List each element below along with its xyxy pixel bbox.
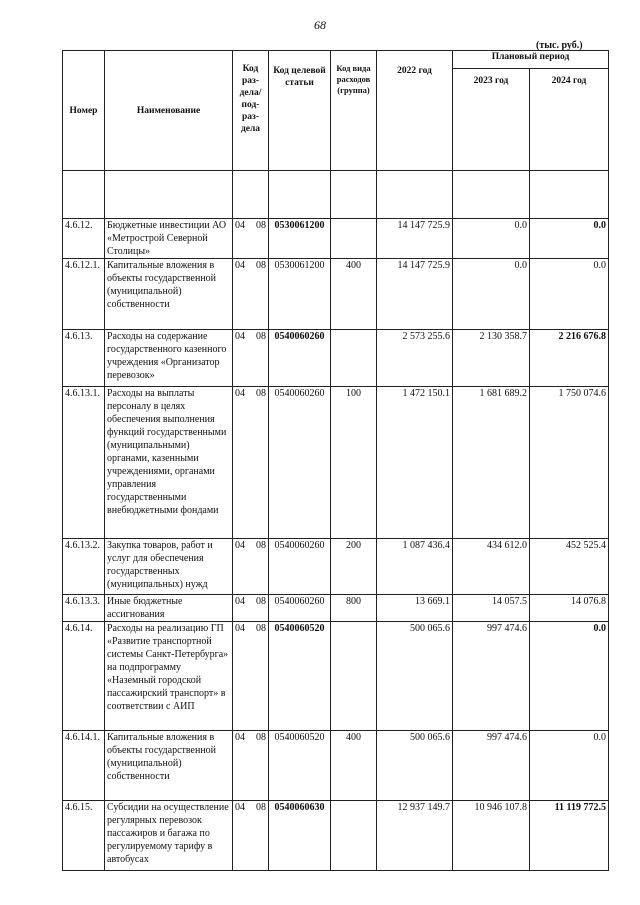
row-expense-type: 200 [331, 539, 377, 595]
row-value-2024: 2 216 676.8 [530, 330, 609, 387]
row-number: 4.6.15. [63, 801, 105, 871]
row-section [233, 595, 269, 622]
row-name: Закупка товаров, работ и услуг для обеспечения государственных (муниципальных) нужд [105, 539, 233, 595]
row-value-2024: 452 525.4 [530, 539, 609, 595]
row-value-2024: 0.0 [530, 219, 609, 259]
table-row [63, 330, 609, 387]
spacer-cell [105, 171, 233, 219]
row-section-code: 04 [235, 802, 245, 813]
row-section-code: 04 [235, 540, 245, 551]
row-number: 4.6.13.3. [63, 595, 105, 622]
spacer-cell [233, 171, 269, 219]
row-value-2023: 434 612.0 [453, 539, 530, 595]
row-number: 4.6.13.2. [63, 539, 105, 595]
row-value-2022: 14 147 725.9 [377, 259, 453, 330]
spacer-cell [530, 171, 609, 219]
row-value-2022: 12 937 149.7 [377, 801, 453, 871]
header-article-code: Код целевой статьи [269, 51, 331, 171]
row-section [233, 622, 269, 731]
row-value-2023: 997 474.6 [453, 622, 530, 731]
header-year-2023: 2023 год [453, 69, 530, 171]
row-section-code: 04 [235, 331, 245, 342]
row-article-code: 0530061200 [269, 259, 331, 330]
row-expense-type: 800 [331, 595, 377, 622]
row-subsection-code: 08 [256, 802, 266, 813]
header-name: Наименование [105, 51, 233, 171]
row-article-code: 0540060260 [269, 595, 331, 622]
row-section [233, 539, 269, 595]
row-expense-type [331, 330, 377, 387]
table-row [63, 731, 609, 801]
row-value-2023: 10 946 107.8 [453, 801, 530, 871]
row-section [233, 731, 269, 801]
row-expense-type: 400 [331, 731, 377, 801]
row-expense-type [331, 801, 377, 871]
row-number: 4.6.13.1. [63, 387, 105, 539]
row-section-code: 04 [235, 596, 245, 607]
row-value-2024: 0.0 [530, 259, 609, 330]
budget-table [62, 50, 609, 871]
row-name: Бюджетные инвестиции АО «Метрострой Северной Столицы» [105, 219, 233, 259]
header-year-2024: 2024 год [530, 69, 609, 171]
row-value-2022: 1 472 150.1 [377, 387, 453, 539]
table-row [63, 595, 609, 622]
row-subsection-code: 08 [256, 220, 266, 231]
row-article-code: 0540060260 [269, 387, 331, 539]
table-row [63, 387, 609, 539]
row-number: 4.6.12. [63, 219, 105, 259]
row-article-code: 0540060260 [269, 330, 331, 387]
row-section-code: 04 [235, 388, 245, 399]
table-row [63, 622, 609, 731]
row-article-code: 0540060520 [269, 731, 331, 801]
row-subsection-code: 08 [256, 596, 266, 607]
spacer-cell [377, 171, 453, 219]
row-value-2024: 0.0 [530, 731, 609, 801]
row-article-code: 0540060520 [269, 622, 331, 731]
row-expense-type [331, 219, 377, 259]
spacer-cell [453, 171, 530, 219]
spacer-cell [331, 171, 377, 219]
row-value-2022: 500 065.6 [377, 731, 453, 801]
header-number: Номер [63, 51, 105, 171]
table-row [63, 801, 609, 871]
row-value-2022: 13 669.1 [377, 595, 453, 622]
header-planning-period: Плановый период [453, 51, 609, 69]
row-value-2023: 14 057.5 [453, 595, 530, 622]
row-number: 4.6.14.1. [63, 731, 105, 801]
row-value-2022: 1 087 436.4 [377, 539, 453, 595]
row-name: Расходы на содержание государственного казенного учреждения «Организатор перевозок» [105, 330, 233, 387]
row-name: Субсидии на осуществление регулярных перевозок пассажиров и багажа по регулируемому тарифу в автобусах [105, 801, 233, 871]
row-value-2024: 14 076.8 [530, 595, 609, 622]
row-section [233, 330, 269, 387]
header-year-2022: 2022 год [377, 51, 453, 171]
row-section-code: 04 [235, 260, 245, 271]
row-section-code: 04 [235, 732, 245, 743]
row-value-2023: 1 681 689.2 [453, 387, 530, 539]
row-article-code: 0540060630 [269, 801, 331, 871]
row-section [233, 387, 269, 539]
row-number: 4.6.13. [63, 330, 105, 387]
row-number: 4.6.14. [63, 622, 105, 731]
units-label: (тыс. руб.) [536, 40, 583, 51]
row-expense-type: 100 [331, 387, 377, 539]
row-subsection-code: 08 [256, 260, 266, 271]
page-number: 68 [314, 18, 326, 32]
row-value-2023: 2 130 358.7 [453, 330, 530, 387]
row-name: Иные бюджетные ассигнования [105, 595, 233, 622]
row-subsection-code: 08 [256, 540, 266, 551]
row-value-2022: 500 065.6 [377, 622, 453, 731]
row-expense-type [331, 622, 377, 731]
row-name: Капитальные вложения в объекты государственной (муниципальной) собственности [105, 731, 233, 801]
row-name: Расходы на выплаты персоналу в целях обеспечения выполнения функций государственными (муниципальными) органами, казенными учреждениями, органами управления государственными внебюджетными фондами [105, 387, 233, 539]
header-section-code: Код раз-дела/ под-раз-дела [233, 51, 269, 171]
row-name: Капитальные вложения в объекты государственной (муниципальной) собственности [105, 259, 233, 330]
row-subsection-code: 08 [256, 388, 266, 399]
row-value-2023: 0.0 [453, 219, 530, 259]
row-name: Расходы на реализацию ГП «Развитие транспортной системы Санкт-Петербурга» на подпрограмму «Наземный городской пассажирский транспорт» в соответствии с АИП [105, 622, 233, 731]
row-article-code: 0530061200 [269, 219, 331, 259]
row-subsection-code: 08 [256, 331, 266, 342]
row-value-2024: 11 119 772.5 [530, 801, 609, 871]
row-expense-type: 400 [331, 259, 377, 330]
row-subsection-code: 08 [256, 732, 266, 743]
row-value-2023: 0.0 [453, 259, 530, 330]
row-value-2024: 1 750 074.6 [530, 387, 609, 539]
row-section-code: 04 [235, 623, 245, 634]
row-value-2023: 997 474.6 [453, 731, 530, 801]
table-row [63, 259, 609, 330]
row-value-2022: 14 147 725.9 [377, 219, 453, 259]
row-section [233, 259, 269, 330]
spacer-cell [269, 171, 331, 219]
table-row [63, 539, 609, 595]
table-row [63, 219, 609, 259]
row-section [233, 801, 269, 871]
spacer-cell [63, 171, 105, 219]
row-section-code: 04 [235, 220, 245, 231]
row-number: 4.6.12.1. [63, 259, 105, 330]
header-expense-type-code: Код вида расходов (группа) [331, 51, 377, 171]
row-value-2024: 0.0 [530, 622, 609, 731]
row-value-2022: 2 573 255.6 [377, 330, 453, 387]
row-subsection-code: 08 [256, 623, 266, 634]
row-article-code: 0540060260 [269, 539, 331, 595]
row-section [233, 219, 269, 259]
